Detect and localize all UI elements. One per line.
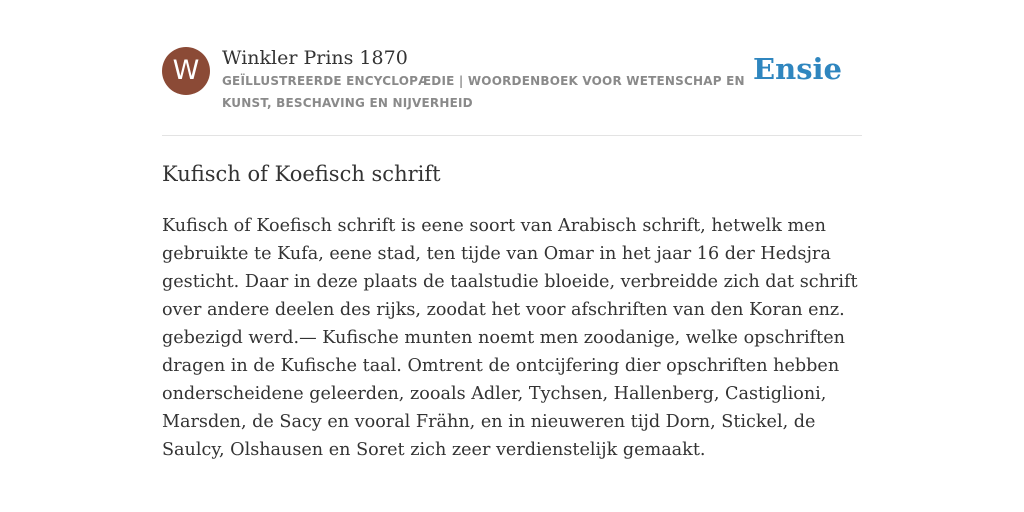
article-body: Kufisch of Koefisch schrift is eene soort van Arabisch schrift, hetwelk men gebruikte te Kufa, eene stad, ten tijde van Omar in het jaar 16 der Hedsjra gesticht. Daar in deze plaats de taalstudie bloeide, verbreidde zich dat schrift over andere deelen des rijks, zoodat het voor afschriften van den Koran enz. gebezigd werd.— Kufische munten noemt men zoodanige, welke opschriften dragen in de Kufische taal. Omtrent de ontcijfering dier opschriften hebben onderscheidene geleerden, zooals Adler, Tychsen, Hallenberg, Castiglioni, Marsden, de Sacy en vooral Frähn, en in nieuweren tijd Dorn, Stickel, de Saulcy, Olshausen en Soret zich zeer verdienstelijk gemaakt. xyxy=(162,216,858,460)
source-title[interactable]: Winkler Prins 1870 xyxy=(222,47,408,69)
source-avatar[interactable]: W xyxy=(162,47,210,95)
source-header xyxy=(162,46,862,136)
ensie-logo-link[interactable]: Ensie xyxy=(753,52,842,86)
source-info xyxy=(222,46,752,114)
header-divider xyxy=(162,135,862,136)
source-subtitle: GEÏLLUSTREERDE ENCYCLOPÆDIE | WOORDENBOEK VOOR WETENSCHAP EN KUNST, BESCHAVING EN NIJVERHEID xyxy=(222,74,745,110)
article-title: Kufisch of Koefisch schrift xyxy=(162,162,441,186)
